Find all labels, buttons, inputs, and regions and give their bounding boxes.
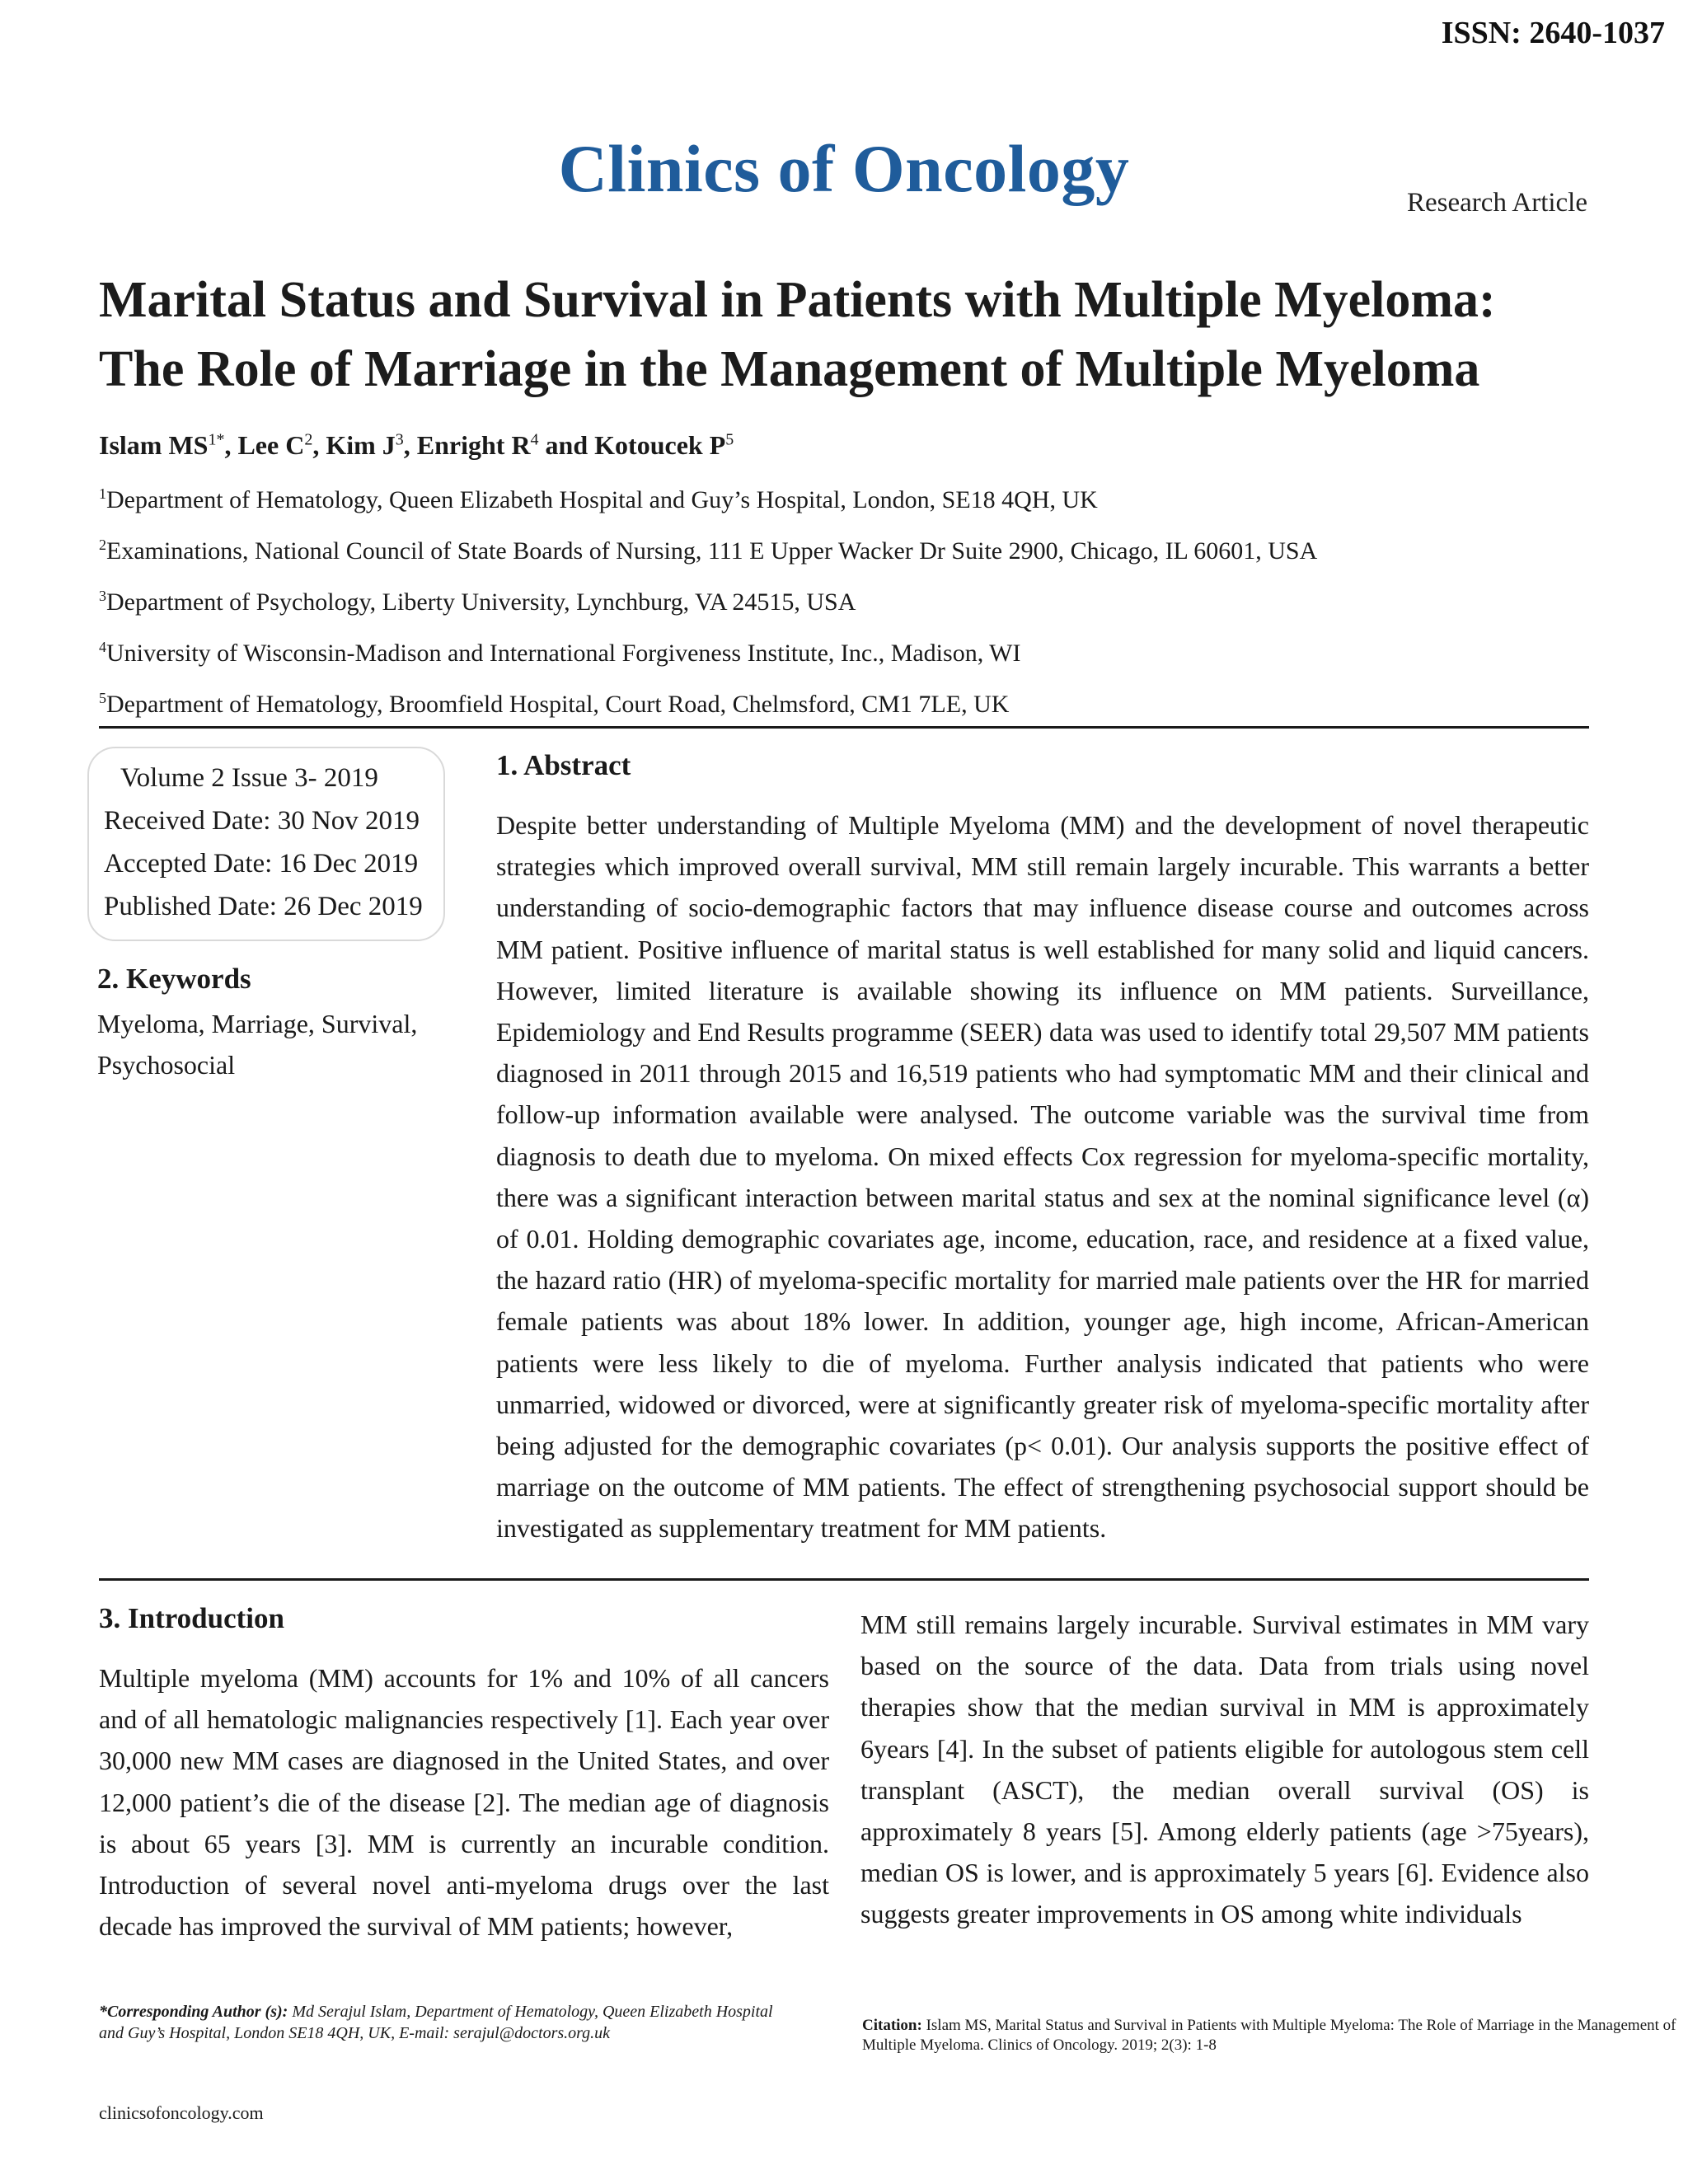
citation-note: [862, 2016, 1686, 2055]
abstract-text: Despite better understanding of Multiple Myeloma (MM) and the development of novel therapeutic strategies which improved overall survival, MM still remain largely incurable. This warrants a better understanding of socio-demographic factors that may influence disease course and outcomes across MM patient. Positive influence of marital status is well established for many solid and liquid cancers. However, limited literature is available showing its influence on MM patients. Surveillance, Epidemiology and End Results programme (SEER) data was used to identify total 29,507 MM patients diagnosed in 2011 through 2015 and 16,519 patients who had symptomatic MM and their clinical and follow-up information available were analysed. The outcome variable was the survival time from diagnosis to death due to myeloma. On mixed effects Cox regression for myeloma-specific mortality, there was a significant interaction between marital status and sex at the nominal significance level (α) of 0.01. Holding demographic covariates age, income, education, race, and residence at a fixed value, the hazard ratio (HR) of myeloma-specific mortality for married male patients over the HR for married female patients was about 18% lower. In addition, younger age, high income, African-American patients were less likely to die of myeloma. Further analysis indicated that patients who were unmarried, widowed or divorced, were at significantly greater risk of myeloma-specific mortality after being adjusted for the demographic covariates (p< 0.01). Our analysis supports the positive effect of marriage on the outcome of MM patients. The effect of strengthening psychosocial support should be investigated as supplementary treatment for MM patients.: [496, 810, 1589, 1544]
affiliation-mark: 5: [99, 690, 106, 706]
affiliation-item: [99, 574, 1599, 625]
published-date: Published Date: 26 Dec 2019: [104, 892, 423, 921]
issn-label: ISSN: 2640-1037: [1441, 16, 1665, 50]
author-list: [99, 430, 734, 461]
author-separator: and: [538, 430, 595, 460]
affiliation-mark: 3: [99, 588, 106, 604]
affiliation-text: Examinations, National Council of State Boards of Nursing, 111 E Upper Wacker Dr Suite 2900, Chicago, IL 60601, USA: [106, 537, 1318, 565]
author-affiliation-mark: 2: [304, 430, 313, 449]
affiliation-text: University of Wisconsin-Madison and International Forgiveness Institute, Inc., Madison, WI: [106, 640, 1021, 667]
paper-title-line-2: The Role of Marriage in the Management of Multiple Myeloma: [99, 341, 1480, 397]
journal-website: clinicsofoncology.com: [99, 2102, 264, 2123]
author-affiliation-mark: 5: [725, 430, 734, 449]
section-divider: [99, 1578, 1589, 1581]
citation-text: Islam MS, Marital Status and Survival in Patients with Multiple Myeloma: The Role of Marriage in the Management of Multiple Myeloma. Clinics of Oncology. 2019; 2(3): 1-8: [862, 2017, 1676, 2054]
author-name: Lee C: [237, 430, 305, 460]
affiliation-item: [99, 471, 1599, 523]
received-date: Received Date: 30 Nov 2019: [104, 806, 420, 836]
author-name: Enright R: [416, 430, 531, 460]
keywords-text: Myeloma, Marriage, Survival, Psychosocial: [97, 1009, 418, 1080]
affiliation-mark: 1: [99, 485, 106, 502]
author-name: Kim J: [326, 430, 396, 460]
volume-issue: Volume 2 Issue 3- 2019: [120, 763, 378, 793]
affiliation-text: Department of Psychology, Liberty University, Lynchburg, VA 24515, USA: [106, 588, 856, 616]
affiliation-text: Department of Hematology, Queen Elizabeth Hospital and Guy’s Hospital, London, SE18 4QH, UK: [106, 486, 1098, 513]
author-affiliation-mark: 1*: [208, 430, 225, 449]
author-name: Islam MS: [99, 430, 209, 460]
article-info-box: [87, 747, 445, 941]
introduction-heading: 3. Introduction: [99, 1602, 284, 1634]
author-separator: ,: [312, 430, 326, 460]
corresponding-author-label: *Corresponding Author (s):: [99, 2003, 288, 2021]
paper-title: [99, 265, 1607, 404]
section-divider: [99, 726, 1589, 729]
affiliation-mark: 4: [99, 639, 106, 655]
corresponding-author-note: [99, 2001, 783, 2044]
abstract-heading: 1. Abstract: [496, 749, 631, 781]
affiliation-mark: 2: [99, 537, 106, 553]
author-affiliation-mark: 4: [530, 430, 539, 449]
author-affiliation-mark: 3: [395, 430, 404, 449]
affiliation-item: [99, 523, 1599, 574]
keywords-heading: 2. Keywords: [97, 963, 251, 995]
corresponding-author-text: Md Serajul Islam, Department of Hematology, Queen Elizabeth Hospital and Guy’s Hospital, London SE18 4QH, UK, E-mail: serajul@doctors.org.uk: [99, 2003, 773, 2042]
introduction-text-left-column: Multiple myeloma (MM) accounts for 1% and 10% of all cancers and of all hematologic malignancies respectively [1]. Each year over 30,000 new MM cases are diagnosed in the United States, and over 12,000 patient’s die of the disease [2]. The median age of diagnosis is about 65 years [3]. MM is currently an incurable condition. Introduction of several novel anti-myeloma drugs over the last decade has improved the survival of MM patients; however,: [99, 1663, 829, 1942]
author-separator: ,: [224, 430, 238, 460]
affiliation-item: [99, 676, 1599, 727]
article-type: Research Article: [1407, 188, 1587, 218]
affiliation-text: Department of Hematology, Broomfield Hospital, Court Road, Chelmsford, CM1 7LE, UK: [106, 691, 1010, 718]
affiliation-item: [99, 625, 1599, 676]
affiliation-list: [99, 471, 1599, 727]
journal-title: Clinics of Oncology: [558, 131, 1130, 206]
author-name: Kotoucek P: [594, 430, 726, 460]
paper-title-line-1: Marital Status and Survival in Patients with Multiple Myeloma:: [99, 272, 1496, 328]
citation-label: Citation:: [862, 2017, 922, 2034]
accepted-date: Accepted Date: 16 Dec 2019: [104, 849, 419, 879]
introduction-text-right-column: MM still remains largely incurable. Survival estimates in MM vary based on the source of the data. Data from trials using novel therapies show that the median survival in MM is approximately 6years [4]. In the subset of patients eligible for autologous stem cell transplant (ASCT), the median overall survival (OS) is approximately 8 years [5]. Among elderly patients (age >75years), median OS is lower, and is approximately 5 years [6]. Evidence also suggests greater improvements in OS among white individuals: [860, 1610, 1589, 1929]
author-separator: ,: [403, 430, 417, 460]
